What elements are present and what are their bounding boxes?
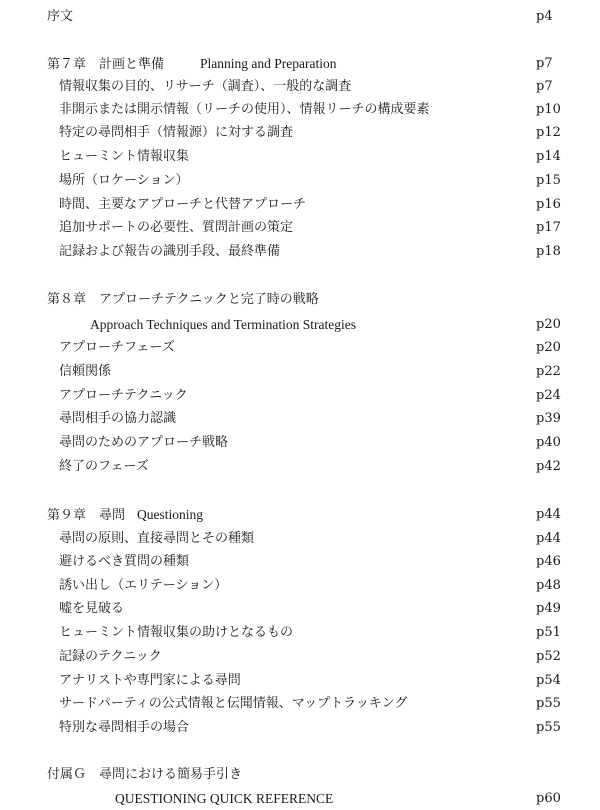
toc-entry [0,76,600,98]
toc-page-number: p52 [536,649,561,664]
toc-entry [0,693,600,715]
toc-entry-label: 避けるべき質問の種類 [59,554,190,569]
toc-entry-label: ヒューミント情報収集の助けとなるもの [59,625,294,640]
toc-entry-label: アプローチフェーズ [59,340,175,355]
toc-page-number: p51 [536,625,561,640]
toc-entry [0,122,600,144]
toc-page-number: p22 [536,364,561,379]
toc-page-number: p39 [536,411,561,426]
toc-entry [0,670,600,692]
toc-page-number: p14 [536,149,561,164]
toc-entry-label: 非開示または開示情報（リーチの使用）、情報リーチの構成要素 [59,102,430,117]
toc-page-number: p60 [536,791,561,806]
toc-entry [0,432,600,454]
toc-chapter-9 [0,504,600,526]
toc-entry [0,646,600,668]
toc-page-number: p46 [536,554,561,569]
toc-page-number: p40 [536,435,561,450]
toc-entry [0,456,600,478]
toc-appendix-g [0,764,600,786]
chapter-title-ja: 第８章 アプローチテクニックと完了時の戦略 [47,292,319,307]
toc-entry-label: 時間、主要なアプローチと代替アプローチ [59,197,307,212]
toc-page-number: p7 [536,56,553,71]
toc-entry [0,146,600,168]
toc-entry-label: アナリストや専門家による尋問 [59,673,241,688]
toc-entry [0,575,600,597]
toc-entry-label: 特定の尋問相手（情報源）に対する調査 [59,125,294,140]
toc-entry-label: ヒューミント情報収集 [59,149,190,164]
toc-chapter-7 [0,53,600,75]
chapter-title-ja: 第９章 尋問 [47,508,126,523]
toc-page-number: p16 [536,197,561,212]
toc-entry-label: 嘘を見破る [59,601,125,616]
toc-entry-label: 信頼関係 [59,364,112,379]
toc-entry-label: 特別な尋問相手の場合 [59,720,190,735]
toc-chapter-8 [0,289,600,311]
toc-entry-label: 追加サポートの必要性、質問計画の策定 [59,220,294,235]
appendix-title-ja: 付属Ｇ 尋問における簡易手引き [47,767,243,782]
toc-entry-label: 尋問のためのアプローチ戦略 [59,435,229,450]
toc-appendix-g-en [0,788,600,810]
toc-entry-label: 記録および報告の識別手段、最終準備 [59,244,281,259]
toc-entry-label: 尋問の原則、直接尋問とその種類 [59,531,255,546]
toc-entry [0,551,600,573]
toc-page-number: p17 [536,220,561,235]
toc-entry [0,241,600,263]
toc-page-number: p24 [536,388,561,403]
toc-page-number: p49 [536,601,561,616]
toc-entry-preface [0,6,600,28]
toc-entry [0,528,600,550]
toc-page-number: p44 [536,507,561,522]
toc-page-number: p7 [536,79,553,94]
toc-entry [0,99,600,121]
appendix-title-en: QUESTIONING QUICK REFERENCE [115,791,334,806]
toc-entry [0,385,600,407]
toc-entry [0,361,600,383]
toc-page-number: p54 [536,673,561,688]
toc-page-number: p55 [536,696,561,711]
toc-entry-label: 序文 [47,9,74,24]
toc-page-number: p12 [536,125,561,140]
toc-entry-label: 情報収集の目的、リサーチ（調査）、一般的な調査 [59,79,352,94]
toc-entry-label: アプローチテクニック [59,388,188,403]
toc-page-number: p4 [536,9,553,24]
toc-entry [0,170,600,192]
toc-entry [0,622,600,644]
toc-page-number: p20 [536,317,561,332]
chapter-title-en: Questioning [137,507,204,522]
toc-page-number: p18 [536,244,561,259]
chapter-title-en: Planning and Preparation [200,56,337,71]
toc-entry-label: 終了のフェーズ [59,459,149,474]
toc-page-number: p44 [536,531,561,546]
toc-chapter-8-en [0,314,600,336]
toc-entry-label: 尋問相手の協力認識 [59,411,177,426]
chapter-title-ja: 第７章 計画と準備 [47,57,165,72]
toc-page-number: p10 [536,102,561,117]
chapter-title-en: Approach Techniques and Termination Strategies [90,317,357,332]
toc-entry [0,598,600,620]
toc-entry [0,337,600,359]
toc-entry-label: サードパーティの公式情報と伝聞情報、マップトラッキング [59,696,408,711]
toc-entry [0,194,600,216]
toc-entry [0,408,600,430]
toc-page-number: p55 [536,720,561,735]
toc-page-number: p42 [536,459,561,474]
toc-entry [0,717,600,739]
toc-entry-label: 記録のテクニック [59,649,162,664]
toc-page-number: p15 [536,173,561,188]
toc-page-number: p48 [536,578,561,593]
toc-entry-label: 場所（ロケーション） [59,173,189,188]
toc-page-number: p20 [536,340,561,355]
toc-entry [0,217,600,239]
toc-entry-label: 誘い出し（エリテーション） [59,578,228,593]
